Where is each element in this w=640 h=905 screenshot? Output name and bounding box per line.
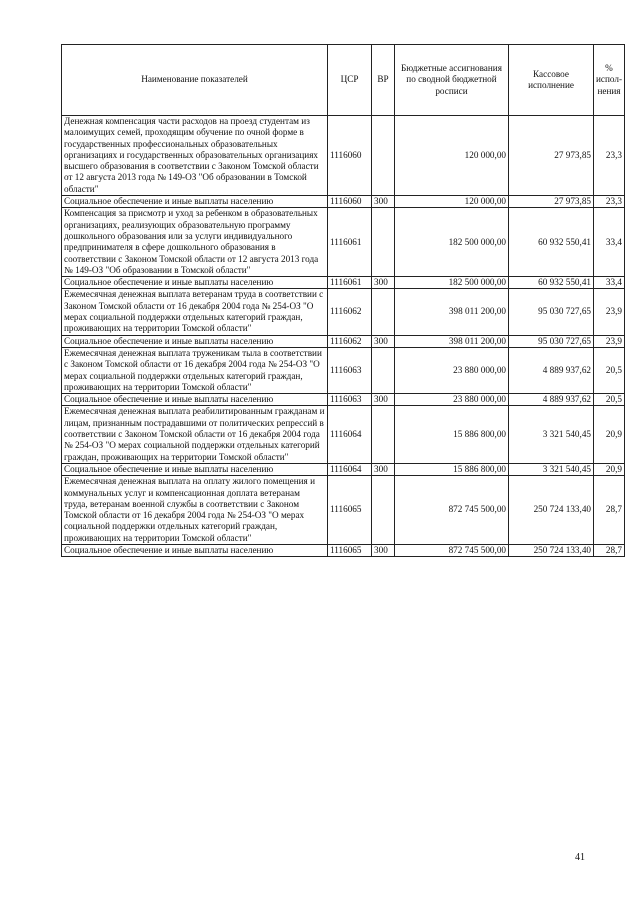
table-row [62, 208, 625, 277]
table-row [62, 116, 625, 196]
row-csr: 1116065 [328, 544, 372, 556]
row-pct: 20,5 [594, 347, 625, 393]
row-pct: 28,7 [594, 544, 625, 556]
row-vr: 300 [372, 394, 395, 406]
row-vr: 300 [372, 277, 395, 289]
row-csr: 1116065 [328, 476, 372, 545]
row-cash: 3 321 540,45 [509, 406, 594, 463]
row-cash: 3 321 540,45 [509, 463, 594, 475]
row-plan: 120 000,00 [395, 196, 509, 208]
row-cash: 95 030 727,65 [509, 289, 594, 335]
row-pct: 23,3 [594, 196, 625, 208]
table-row [62, 544, 625, 556]
header-csr: ЦСР [328, 45, 372, 116]
row-cash: 27 973,85 [509, 196, 594, 208]
row-name: Социальное обеспечение и иные выплаты населению [62, 277, 328, 289]
page-number: 41 [575, 852, 585, 863]
row-vr [372, 476, 395, 545]
table-row [62, 196, 625, 208]
row-name: Социальное обеспечение и иные выплаты населению [62, 463, 328, 475]
row-pct: 20,5 [594, 394, 625, 406]
row-cash: 60 932 550,41 [509, 208, 594, 277]
row-pct: 33,4 [594, 208, 625, 277]
table-row [62, 335, 625, 347]
row-pct: 23,3 [594, 116, 625, 196]
row-plan: 182 500 000,00 [395, 208, 509, 277]
header-pct: % испол- нения [594, 45, 625, 116]
budget-table [61, 44, 625, 557]
row-pct: 33,4 [594, 277, 625, 289]
row-name: Социальное обеспечение и иные выплаты населению [62, 335, 328, 347]
row-pct: 23,9 [594, 289, 625, 335]
row-name: Ежемесячная денежная выплата труженикам тыла в соответствии с Законом Томской области от 16 декабря 2004 года № 254-ОЗ "О мерах социальной поддержки отдельных категорий граждан, проживающих на территории Томской области" [62, 347, 328, 393]
row-csr: 1116060 [328, 116, 372, 196]
table-row [62, 277, 625, 289]
row-name: Ежемесячная денежная выплата реабилитированным гражданам и лицам, признанным пострадавшими от политических репрессий в соответствии с Законом Томской области от 16 декабря 2004 года № 254-ОЗ "О мерах социальной поддержки отдельных категорий граждан, проживающих на территории Томской области" [62, 406, 328, 463]
row-plan: 182 500 000,00 [395, 277, 509, 289]
row-csr: 1116061 [328, 208, 372, 277]
row-plan: 15 886 800,00 [395, 463, 509, 475]
row-vr: 300 [372, 544, 395, 556]
table-row [62, 463, 625, 475]
row-vr: 300 [372, 196, 395, 208]
row-pct: 28,7 [594, 476, 625, 545]
row-name: Социальное обеспечение и иные выплаты населению [62, 196, 328, 208]
row-vr [372, 289, 395, 335]
row-plan: 120 000,00 [395, 116, 509, 196]
row-cash: 250 724 133,40 [509, 544, 594, 556]
row-csr: 1116061 [328, 277, 372, 289]
row-vr: 300 [372, 463, 395, 475]
table-row [62, 394, 625, 406]
row-name: Ежемесячная денежная выплата на оплату жилого помещения и коммунальных услуг и компенсационная доплата ветеранам труда, ветеранам военной службы в соответствии с Законом Томской области от 16 декабря 2004 года № 254-ОЗ "О мерах социальной поддержки отдельных категорий граждан, проживающих на территории Томской области" [62, 476, 328, 545]
row-pct: 20,9 [594, 406, 625, 463]
row-csr: 1116064 [328, 406, 372, 463]
row-plan: 398 011 200,00 [395, 289, 509, 335]
row-cash: 250 724 133,40 [509, 476, 594, 545]
table-body [62, 116, 625, 557]
row-pct: 23,9 [594, 335, 625, 347]
row-plan: 23 880 000,00 [395, 347, 509, 393]
header-vr: ВР [372, 45, 395, 116]
row-vr: 300 [372, 335, 395, 347]
row-plan: 398 011 200,00 [395, 335, 509, 347]
header-name: Наименование показателей [62, 45, 328, 116]
row-vr [372, 116, 395, 196]
row-csr: 1116063 [328, 347, 372, 393]
row-vr [372, 208, 395, 277]
row-plan: 15 886 800,00 [395, 406, 509, 463]
row-csr: 1116060 [328, 196, 372, 208]
row-csr: 1116062 [328, 335, 372, 347]
row-cash: 27 973,85 [509, 116, 594, 196]
row-cash: 4 889 937,62 [509, 394, 594, 406]
row-csr: 1116062 [328, 289, 372, 335]
row-plan: 872 745 500,00 [395, 476, 509, 545]
row-name: Денежная компенсация части расходов на проезд студентам из малоимущих семей, проходящим обучение по очной форме в государственных профессиональных образовательных организациях и государственных образовательных организациях высшего образования в соответствии с Законом Томской области от 12 августа 2013 года № 149-ОЗ "Об образовании в Томской области" [62, 116, 328, 196]
row-vr [372, 406, 395, 463]
row-csr: 1116064 [328, 463, 372, 475]
row-cash: 4 889 937,62 [509, 347, 594, 393]
row-name: Социальное обеспечение и иные выплаты населению [62, 544, 328, 556]
row-name: Ежемесячная денежная выплата ветеранам труда в соответствии с Законом Томской области от 16 декабря 2004 года № 254-ОЗ "О мерах социальной поддержки отдельных категорий граждан, проживающих на территории Томской области" [62, 289, 328, 335]
header-cash: Кассовое исполнение [509, 45, 594, 116]
row-plan: 872 745 500,00 [395, 544, 509, 556]
row-cash: 95 030 727,65 [509, 335, 594, 347]
row-cash: 60 932 550,41 [509, 277, 594, 289]
header-plan: Бюджетные ассигнования по сводной бюджетной росписи [395, 45, 509, 116]
row-csr: 1116063 [328, 394, 372, 406]
row-vr [372, 347, 395, 393]
table-row [62, 476, 625, 545]
row-name: Социальное обеспечение и иные выплаты населению [62, 394, 328, 406]
table-header-row [62, 45, 625, 116]
table-row [62, 347, 625, 393]
table-row [62, 406, 625, 463]
row-plan: 23 880 000,00 [395, 394, 509, 406]
row-name: Компенсация за присмотр и уход за ребенком в образовательных организациях, реализующих образовательную программу дошкольного образования или за услуги индивидуального предпринимателя в сфере дошкольного образования в соответствии с Законом Томской области от 12 августа 2013 года № 149-ОЗ "Об образовании в Томской области" [62, 208, 328, 277]
row-pct: 20,9 [594, 463, 625, 475]
table-row [62, 289, 625, 335]
